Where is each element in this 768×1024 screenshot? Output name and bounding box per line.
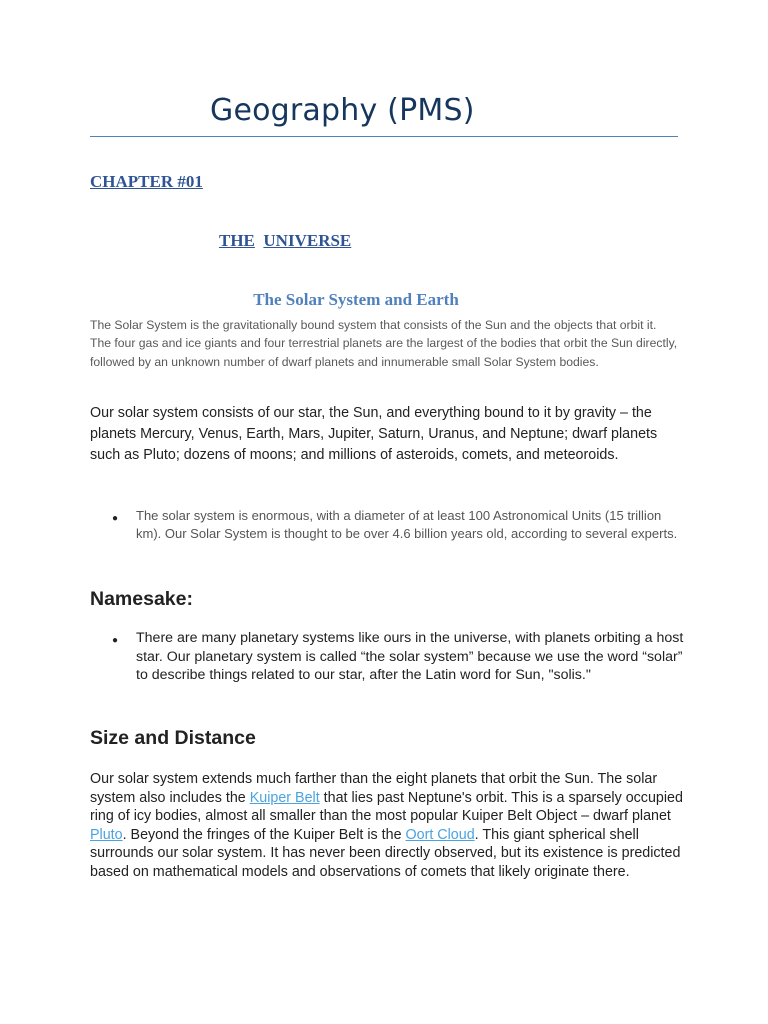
document-title: Geography (PMS) [210,93,475,128]
section-title-solar-system: The Solar System and Earth [253,290,459,309]
size-text-2: that lies past Neptune's orbit. This is a sparsely occupied ring of icy bodies, almost all smaller than the most popular Kuiper Belt Object – dwarf planet [90,789,683,825]
size-distance-paragraph [90,770,684,882]
universe-heading-part2: UNIVERSE [263,231,352,250]
kuiper-belt-link[interactable]: Kuiper Belt [249,789,320,806]
title-underline-rule [90,136,678,137]
bullet-list-diameter [112,507,687,543]
bullet-list-namesake [112,629,687,685]
size-text-3: . Beyond the fringes of the Kuiper Belt is the [122,826,406,843]
universe-heading-part1: THE [219,231,255,250]
size-distance-heading: Size and Distance [90,727,256,749]
chapter-heading: CHAPTER #01 [90,172,203,191]
oort-cloud-link[interactable]: Oort Cloud [405,826,475,843]
bullet-text-diameter: The solar system is enormous, with a diameter of at least 100 Astronomical Units (15 trillion km). Our Solar System is thought to be over 4.6 billion years old, according to several experts. [136,508,678,541]
size-text-4: . This giant spherical shell surrounds our solar system. It has never been directly observed, but its existence is predicted based on mathematical models and observations of comets that likely originate there. [90,826,681,880]
bullet-text-namesake: There are many planetary systems like ours in the universe, with planets orbiting a host star. Our planetary system is called “the solar system” because we use the word “solar” to describe things related to our star, after the Latin word for Sun, "solis." [136,630,684,684]
list-item [112,507,687,543]
bullet-icon: ● [112,635,119,646]
lead-paragraph: Our solar system consists of our star, the Sun, and everything bound to it by gravity – the planets Mercury, Venus, Earth, Mars, Jupiter, Saturn, Uranus, and Neptune; dwarf planets such as Pluto; dozens of moons; and millions of asteroids, comets, and meteoroids. [90,405,658,463]
size-text-1: Our solar system extends much farther than the eight planets that orbit the Sun. The solar system also includes the [90,771,658,806]
universe-heading [219,231,351,251]
bullet-icon: ● [112,513,119,524]
list-item [112,629,687,685]
namesake-heading: Namesake: [90,588,193,610]
intro-paragraph: The Solar System is the gravitationally bound system that consists of the Sun and the objects that orbit it. The four gas and ice giants and four terrestrial planets are the largest of the bodies that orbit the Sun directly, followed by an unknown number of dwarf planets and innumerable small Solar System bodies. [90,318,678,369]
pluto-link[interactable]: Pluto [90,826,123,843]
